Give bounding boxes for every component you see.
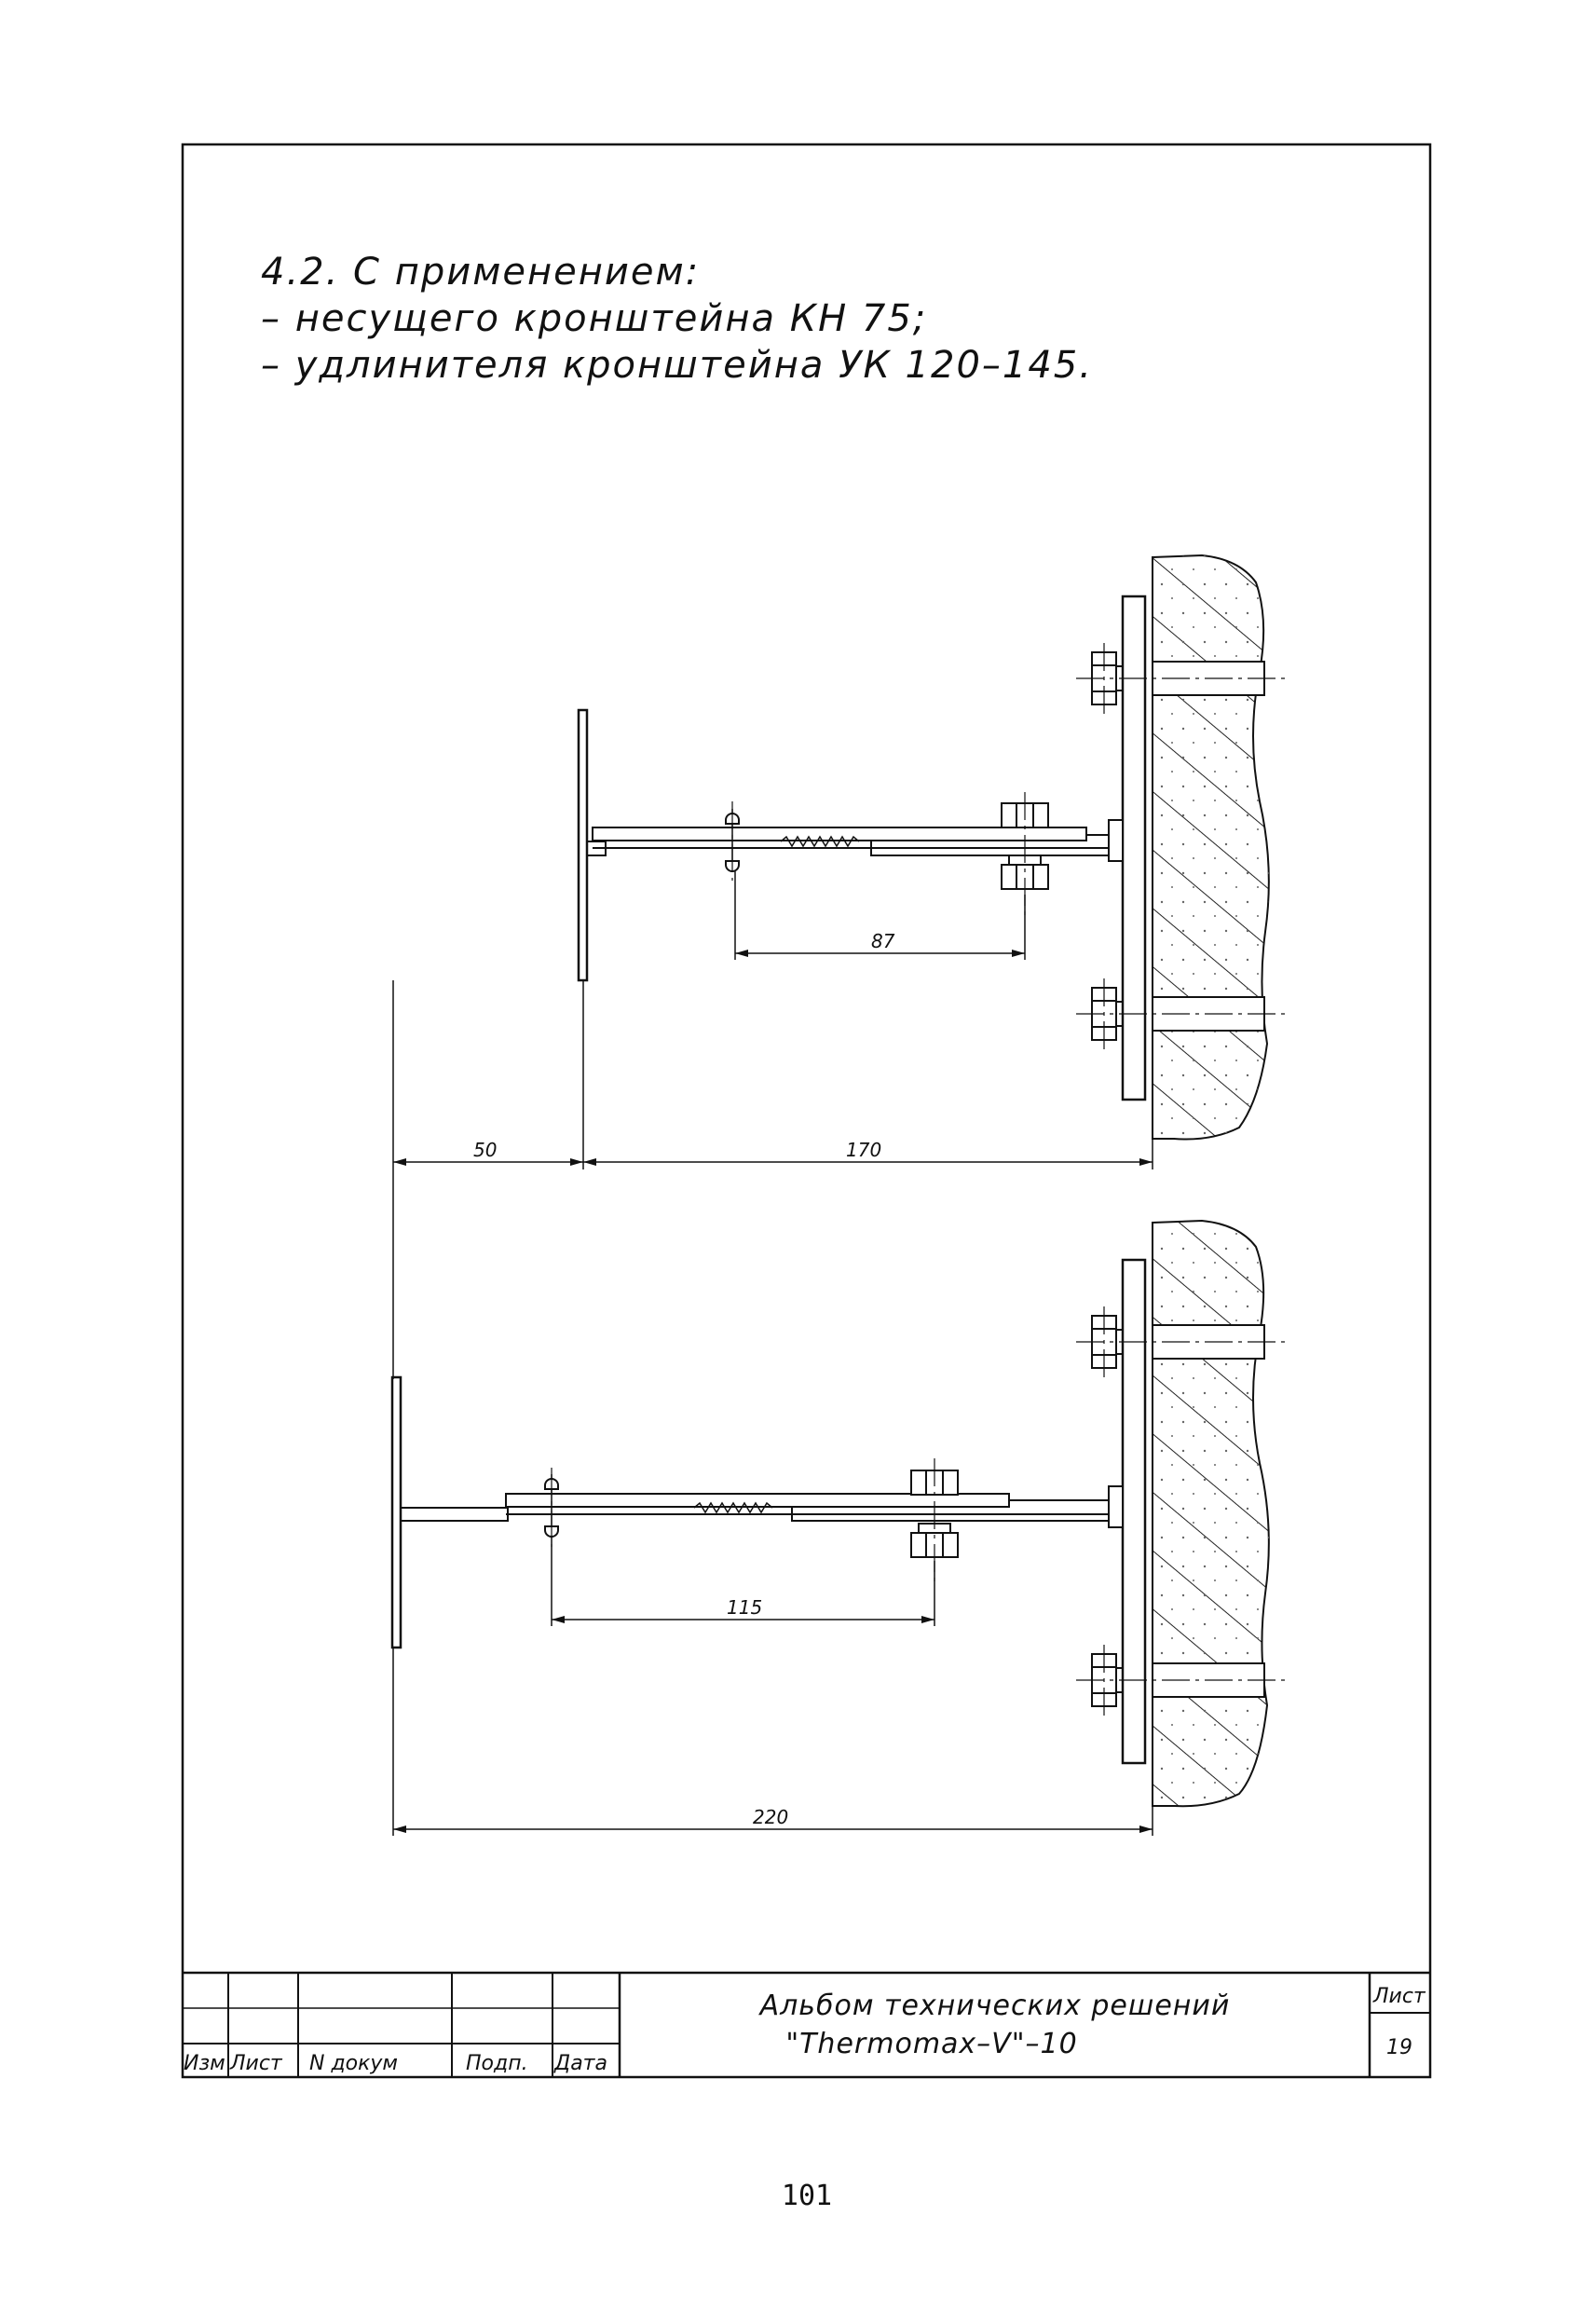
dim-lower-length: 220 xyxy=(753,1806,789,1828)
heading-line-2: – несущего кронштейна КН 75; xyxy=(261,297,928,340)
lower-bracket-flange xyxy=(1109,1486,1123,1527)
dim-offset: 50 xyxy=(473,1139,498,1161)
heading-line-3: – удлинителя кронштейна УК 120–145. xyxy=(261,344,1093,387)
title-block-text xyxy=(184,1985,1426,2075)
lower-assembly xyxy=(392,1221,1269,1806)
page-number: 101 xyxy=(781,2180,833,2212)
upper-wall-plate xyxy=(1123,596,1145,1100)
dim-upper-length: 170 xyxy=(846,1139,882,1161)
dim-lower-slot: 115 xyxy=(727,1596,763,1619)
heading-line-1: 4.2. С применением: xyxy=(261,251,701,294)
lower-wall-plate xyxy=(1123,1260,1145,1763)
tb-col-izm: Изм xyxy=(184,2052,225,2075)
upper-assembly xyxy=(579,555,1269,1140)
tb-col-list: Лист xyxy=(230,2052,282,2075)
tb-sheet-label: Лист xyxy=(1373,1985,1425,2008)
heading xyxy=(261,251,1093,387)
tb-col-podp: Подп. xyxy=(466,2052,528,2075)
tb-title-line-1: Альбом технических решений xyxy=(759,1990,1231,2022)
lower-front-profile xyxy=(392,1377,401,1648)
dim-upper-slot: 87 xyxy=(871,930,895,952)
tb-title-line-2: "Thermomax–V"–10 xyxy=(785,2028,1078,2060)
dimension-labels xyxy=(473,930,895,1828)
upper-front-profile xyxy=(579,710,587,980)
dimension-lines xyxy=(393,871,1153,1836)
upper-extension xyxy=(593,827,1086,841)
tb-col-data: Дата xyxy=(554,2052,607,2075)
upper-bracket-flange xyxy=(1109,820,1123,861)
tb-sheet-number: 19 xyxy=(1386,2036,1412,2059)
tb-col-ndoc: N докум xyxy=(309,2052,399,2075)
